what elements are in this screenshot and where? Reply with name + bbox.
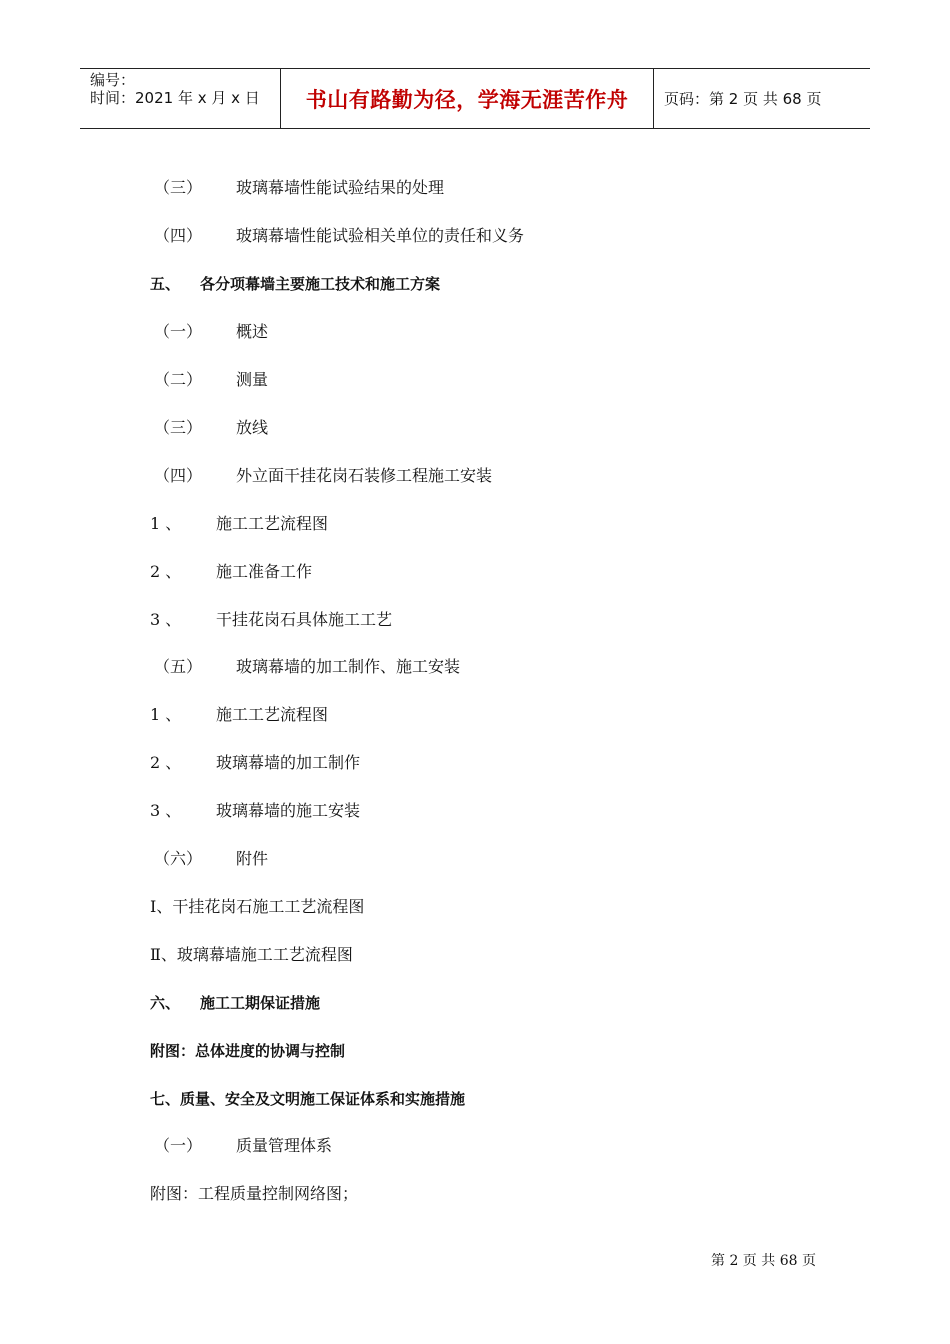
toc-entry <box>150 322 268 342</box>
toc-entry <box>150 657 460 677</box>
toc-entry-number: 五、 <box>150 275 181 293</box>
toc-entry-title: Ⅱ、玻璃幕墙施工工艺流程图 <box>150 945 353 964</box>
toc-entry-number: （四） <box>154 226 203 245</box>
toc-entry-title: 概述 <box>236 322 269 341</box>
toc-entry <box>150 801 360 821</box>
toc-entry-number: （三） <box>154 178 203 197</box>
toc-entry <box>150 370 268 390</box>
toc-entry <box>150 418 268 438</box>
toc-entry-title: 外立面干挂花岗石装修工程施工安装 <box>236 466 493 485</box>
toc-entry-title: 干挂花岗石具体施工工艺 <box>216 610 393 629</box>
toc-entry-title: 玻璃幕墙的施工安装 <box>216 801 361 820</box>
toc-entry-title: 玻璃幕墙性能试验结果的处理 <box>236 178 445 197</box>
document-date: 时间：2021 年 x 月 x 日 <box>90 89 260 107</box>
toc-entry-number: 2 、 <box>150 562 182 581</box>
toc-entry-number: 2 、 <box>150 753 182 772</box>
toc-entry-title: 玻璃幕墙的加工制作、施工安装 <box>236 657 461 676</box>
toc-entry <box>150 705 328 725</box>
toc-chapter <box>150 274 440 294</box>
toc-entry-title: 施工工艺流程图 <box>216 514 329 533</box>
toc-entry <box>150 1184 358 1204</box>
toc-chapter <box>150 1041 345 1061</box>
toc-entry-title: 七、质量、安全及文明施工保证体系和实施措施 <box>150 1090 466 1108</box>
toc-entry-number: （一） <box>154 1136 203 1155</box>
toc-entry <box>150 226 524 246</box>
toc-entry-number: （六） <box>154 849 203 868</box>
toc-entry-title: 放线 <box>236 418 269 437</box>
toc-entry <box>150 514 328 534</box>
toc-entry-title: 玻璃幕墙性能试验相关单位的责任和义务 <box>236 226 525 245</box>
toc-entry-title: 质量管理体系 <box>236 1136 333 1155</box>
toc-entry-number: 1 、 <box>150 514 182 533</box>
toc-entry-title: 附图：工程质量控制网络图； <box>150 1184 359 1203</box>
toc-chapter <box>150 993 320 1013</box>
header-motto: 书山有路勤为径，学海无涯苦作舟 <box>281 69 654 128</box>
toc-entry-title: Ⅰ、干挂花岗石施工工艺流程图 <box>150 897 365 916</box>
toc-entry-title: 各分项幕墙主要施工技术和施工方案 <box>200 275 441 293</box>
toc-entry-title: 施工工艺流程图 <box>216 705 329 724</box>
toc-entry-title: 玻璃幕墙的加工制作 <box>216 753 361 772</box>
toc-entry-title: 附图：总体进度的协调与控制 <box>150 1042 346 1060</box>
toc-entry-number: 3 、 <box>150 801 182 820</box>
toc-entry <box>150 562 312 582</box>
toc-entry-number: （二） <box>154 370 203 389</box>
toc-entry <box>150 897 364 917</box>
toc-entry-number: （四） <box>154 466 203 485</box>
toc-entry-number: 1 、 <box>150 705 182 724</box>
toc-entry <box>150 849 268 869</box>
toc-entry-number: 六、 <box>150 994 181 1012</box>
toc-entry <box>150 178 444 198</box>
toc-entry-title: 施工工期保证措施 <box>200 994 321 1012</box>
toc-entry-number: 3 、 <box>150 610 182 629</box>
toc-chapter <box>150 1089 465 1109</box>
page-footer: 第 2 页 共 68 页 <box>711 1253 816 1269</box>
toc-entry <box>150 753 360 773</box>
toc-entry-number: （五） <box>154 657 203 676</box>
header-page-info: 页码：第 2 页 共 68 页 <box>664 90 822 108</box>
page-header <box>80 68 870 129</box>
toc-entry <box>150 610 392 630</box>
toc-entry <box>150 466 492 486</box>
toc-entry <box>150 1136 332 1156</box>
toc-entry-number: （一） <box>154 322 203 341</box>
header-meta-cell <box>80 69 281 128</box>
toc-entry <box>150 945 353 965</box>
toc-entry-number: （三） <box>154 418 203 437</box>
document-number-label: 编号： <box>90 71 136 89</box>
toc-entry-title: 施工准备工作 <box>216 562 313 581</box>
toc-entry-title: 附件 <box>236 849 269 868</box>
toc-entry-title: 测量 <box>236 370 269 389</box>
